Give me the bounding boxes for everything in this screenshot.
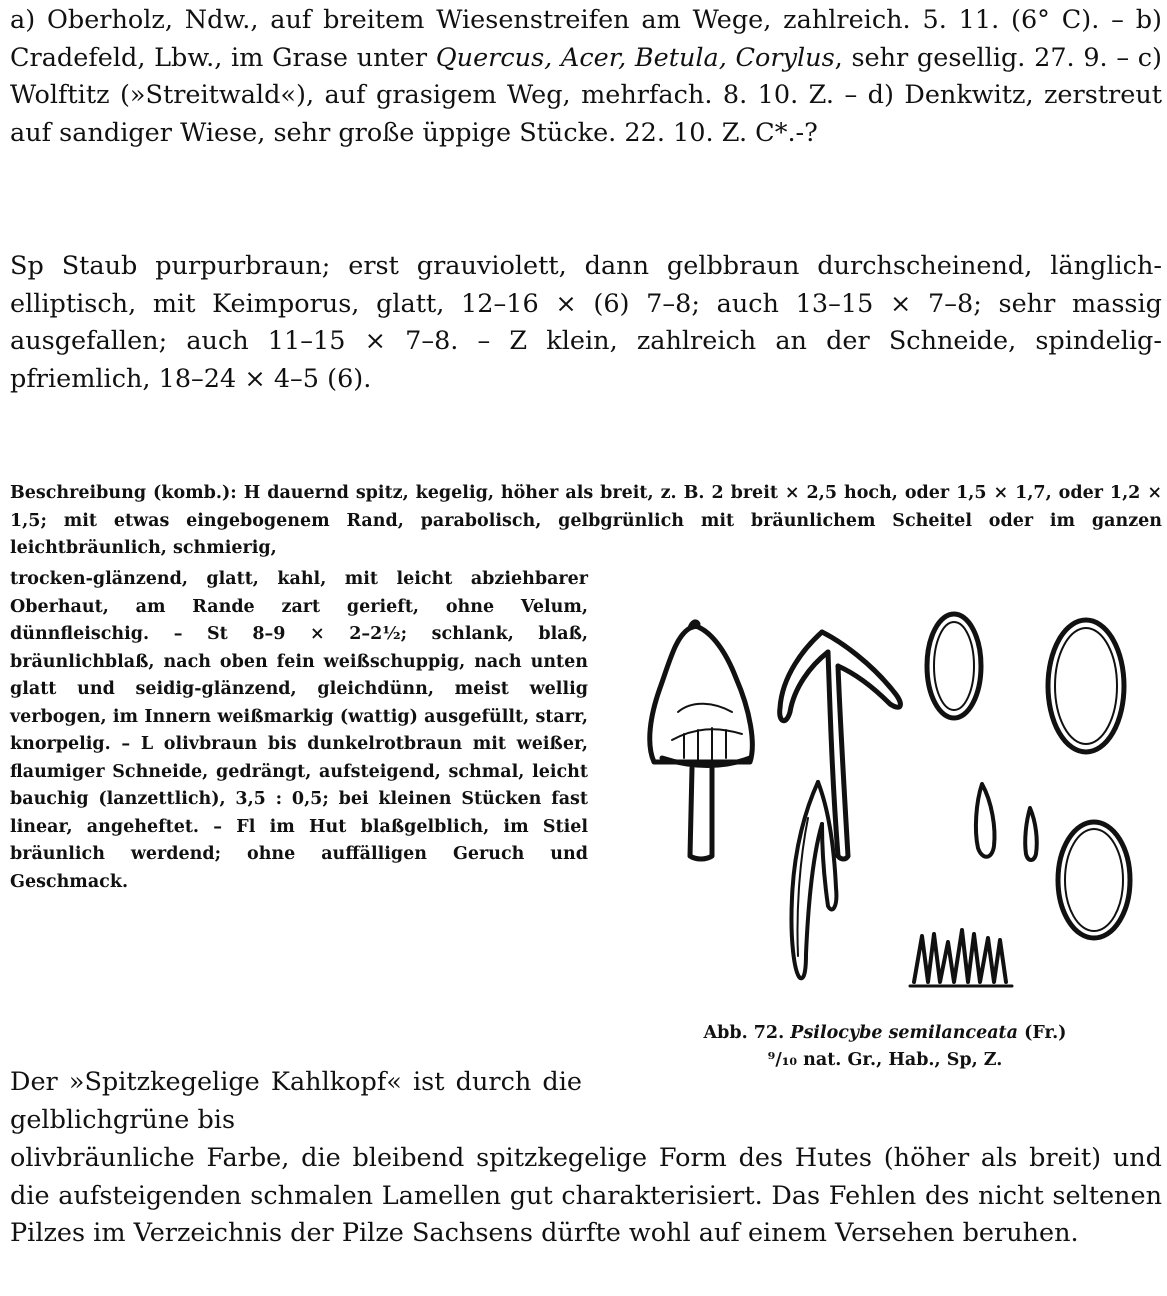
conclusion-paragraph: olivbräunliche Farbe, die bleibend spitzkegelige Form des Hutes (höher als breit) und die aufsteigenden schmalen Lamellen gut charakterisiert. Das Fehlen des nicht seltenen Pilzes im Verzeichnis der Pilze Sachsens dürfte wohl auf einem Versehen beruhen.: [10, 1143, 1162, 1248]
mushroom-illustration: [632, 608, 1162, 1000]
caption-author: (Fr.): [1017, 1023, 1067, 1043]
description-label: Beschreibung (komb.):: [10, 483, 237, 503]
caption-line-2: ⁹/₁₀ nat. Gr., Hab., Sp, Z.: [767, 1050, 1003, 1070]
locality-b-prefix: b) Cradefeld, Lbw., im Grase unter: [10, 5, 1162, 73]
gill-section-drawing: [791, 782, 836, 978]
section-drawing: [780, 632, 901, 859]
locality-b-suffix: , sehr gesellig. 27. 9. –: [834, 42, 1138, 73]
caption-prefix: Abb. 72.: [703, 1023, 791, 1043]
spore-paragraph: Sp Staub purpurbraun; erst grauviolett, dann gelbbraun durchscheinend, länglich-elliptisch, mit Keimporus, glatt, 12–16 × (6) 7–8; auch 13–15 × 7–8; sehr massig ausgefallen; auch 11–15 × 7–8. – Z klein, zahlreich an der Schneide, spindelig-pfriemlich, 18–24 × 4–5 (6).: [10, 251, 1162, 394]
locality-d: d) Denkwitz, zerstreut auf sandiger Wiese, sehr große üppige Stücke. 22. 10. Z. C*.-?: [10, 80, 1162, 148]
description-text: H dauernd spitz, kegelig, höher als breit, z. B. 2 breit × 2,5 hoch, oder 1,5 × 1,7, oder 1,2 × 1,5; mit etwas eingebogenem Rand, parabolisch, gelbgrünlich mit bräunlichem Scheitel oder im ganzen leichtbräunlich, schmierig,: [10, 483, 1163, 558]
host-trees: Quercus, Acer, Betula, Corylus: [435, 42, 835, 73]
locality-a: a) Oberholz, Ndw., auf breitem Wiesenstreifen am Wege, zahlreich. 5. 11. (6° C). –: [10, 5, 1136, 35]
description-paragraph: [10, 480, 1162, 563]
conclusion-column: Der »Spitzkegelige Kahlkopf« ist durch die gelblichgrüne bis: [10, 1067, 582, 1135]
spore-drawings: [927, 614, 1130, 938]
figure-caption: [630, 1020, 1140, 1074]
locality-c: c) Wolftitz (»Streitwald«), auf grasigem Weg, mehrfach. 8. 10. Z. –: [10, 42, 1162, 110]
caption-line-1: [630, 1020, 1140, 1047]
caption-species: Psilocybe semilanceata: [790, 1023, 1018, 1043]
habit-cap-drawing: [650, 622, 753, 859]
cystidia-drawings: [910, 784, 1037, 986]
locality-paragraph: [10, 2, 1162, 152]
description-column: trocken-glänzend, glatt, kahl, mit leicht abziehbarer Oberhaut, am Rande zart gerieft, ohne Velum, dünnfleischig. – St 8–9 × 2–2½; schlank, blaß, bräunlichblaß, nach oben fein weißschuppig, nach unten glatt und seidig-glänzend, gleichdünn, meist wellig verbogen, im Innern weißmarkig (wattig) ausgefüllt, starr, knorpelig. – L olivbraun bis dunkelrotbraun mit weißer, flaumiger Schneide, gedrängt, aufsteigend, schmal, leicht bauchig (lanzettlich), 3,5 : 0,5; bei kleinen Stücken fast linear, angeheftet. – Fl im Hut blaßgelblich, im Stiel bräunlich werdend; ohne auffälligen Geruch und Geschmack.: [10, 569, 588, 892]
